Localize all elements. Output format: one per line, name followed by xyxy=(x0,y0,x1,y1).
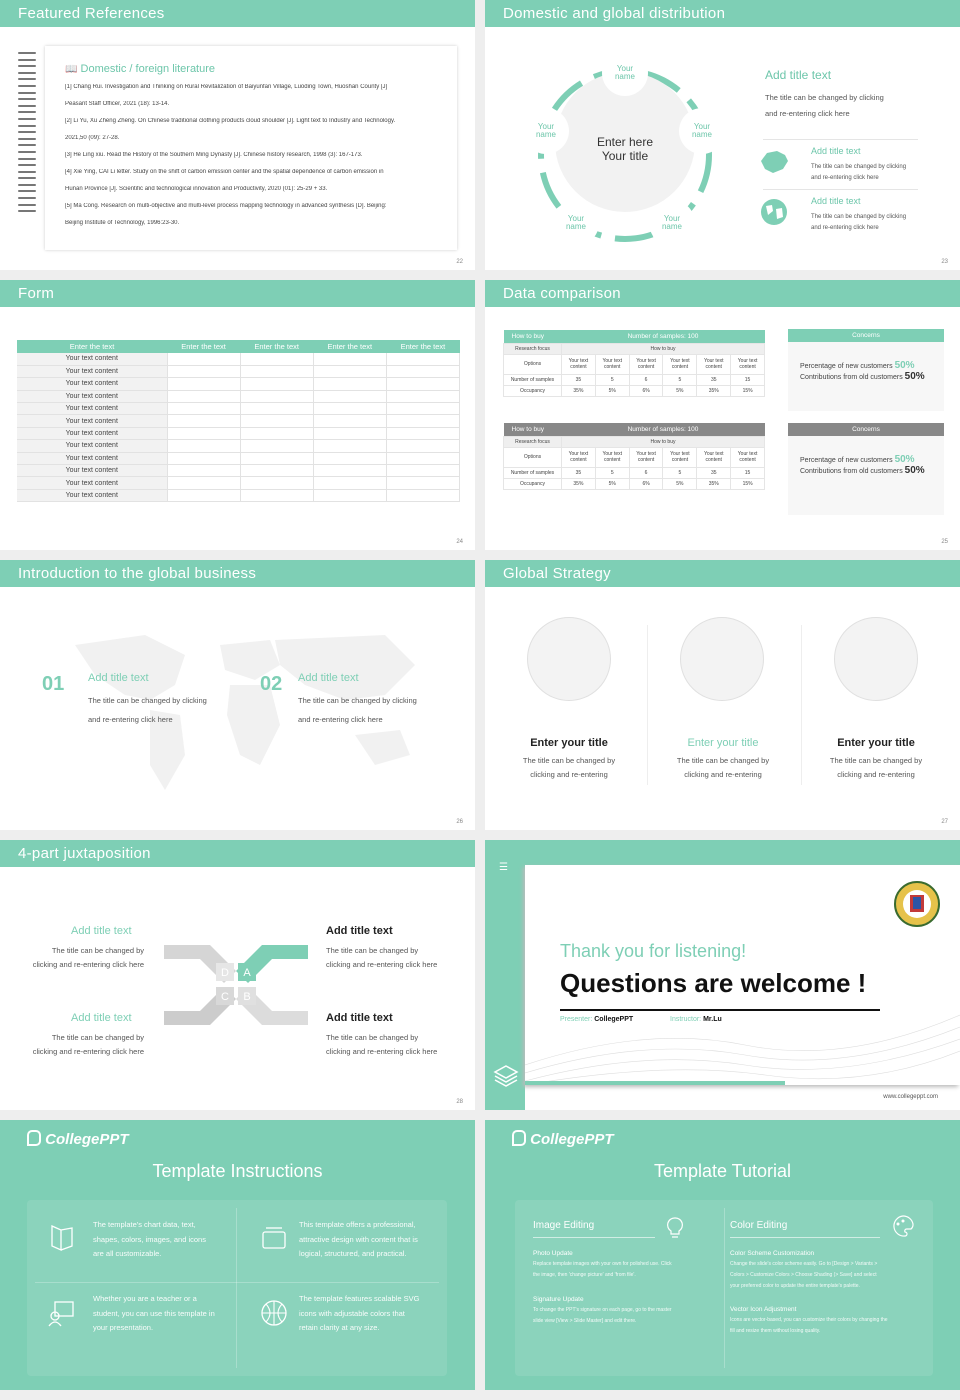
table-cell xyxy=(386,365,459,377)
reference-line: [2] Li Yu, Xu Zheng Zheng. On Chinese traditional clothing products cloud shoulder [J]. Light text to Industry and Technology. xyxy=(65,118,396,124)
table-cell: 6 xyxy=(629,374,663,385)
table-cell xyxy=(240,465,313,477)
table-cell: 5 xyxy=(663,374,697,385)
sub-title: Add title text xyxy=(811,196,861,206)
table-row xyxy=(504,330,765,343)
slide-global-strategy[interactable] xyxy=(485,560,960,830)
slide-title: 4-part juxtaposition xyxy=(18,845,151,862)
slide-header xyxy=(485,560,960,587)
table-row xyxy=(17,390,460,402)
slide-title: Featured References xyxy=(18,5,165,22)
body-text: The title can be changed by clicking and re-entering click here xyxy=(32,1033,144,1056)
row-label: Your text content xyxy=(17,415,167,427)
table-row xyxy=(17,477,460,489)
table-cell: 6 xyxy=(629,467,663,478)
table-cell: Your text content xyxy=(562,447,596,467)
table-cell xyxy=(240,477,313,489)
ring-node: Your name xyxy=(523,108,569,154)
table-cell: 6% xyxy=(629,478,663,489)
row-label: Your text content xyxy=(17,403,167,415)
divider xyxy=(647,625,648,785)
table-cell xyxy=(240,353,313,365)
quadrant-letter-a: A xyxy=(243,967,251,979)
table-cell xyxy=(167,465,240,477)
table-cell xyxy=(167,489,240,501)
column-header: Enter the text xyxy=(17,340,167,353)
table-cell: 15 xyxy=(731,374,765,385)
table-cell: Number of samples: 100 xyxy=(562,330,765,343)
table-cell xyxy=(386,415,459,427)
column-header: Enter the text xyxy=(386,340,459,353)
brand-logo: CollegePPT xyxy=(27,1130,129,1148)
table-cell: Your text content xyxy=(562,354,596,374)
instruction-text: Whether you are a teacher or a student, you can use this template in your presentation. xyxy=(93,1294,215,1332)
item-title: Enter your title xyxy=(687,737,759,749)
row-label: Your text content xyxy=(17,465,167,477)
page-number: 28 xyxy=(456,1099,463,1105)
slide-title: Form xyxy=(18,285,55,302)
website-url: www.collegeppt.com xyxy=(883,1094,938,1100)
table-cell xyxy=(313,415,386,427)
table-row xyxy=(17,489,460,501)
slide-title: Domestic and global distribution xyxy=(503,5,726,22)
tutorial-panel xyxy=(515,1200,933,1376)
item-number: 01 xyxy=(42,673,65,695)
table-cell xyxy=(167,378,240,390)
instruction-text: The template's chart data, text, shapes, colors, images, and icons are all customizable. xyxy=(93,1220,206,1258)
body-text: The title can be changed by clicking and re-entering click here xyxy=(32,946,144,969)
table-cell xyxy=(313,440,386,452)
reference-line: 2021,50 (09): 27-28. xyxy=(65,135,120,141)
slide-header xyxy=(0,0,475,27)
table-cell: How to buy xyxy=(562,343,765,354)
concerns-card: Concerns Percentage of new customers 50% Contributions from old customers 50% xyxy=(788,423,944,515)
sub-body: The title can be changed by clicking and re-entering click here xyxy=(811,214,907,231)
four-arrow-diagram xyxy=(160,943,312,1027)
table-cell xyxy=(313,465,386,477)
slide-header xyxy=(0,280,475,307)
table-cell xyxy=(386,403,459,415)
china-map-icon xyxy=(757,147,791,177)
slide-template-tutorial[interactable] xyxy=(485,1120,960,1390)
row-label: Your text content xyxy=(17,440,167,452)
table-cell xyxy=(240,403,313,415)
title-text: Add title text xyxy=(71,1012,132,1024)
table-cell xyxy=(167,365,240,377)
table-row xyxy=(504,478,765,489)
table-cell xyxy=(386,465,459,477)
table-cell xyxy=(167,403,240,415)
table-cell: Research focus xyxy=(504,343,562,354)
divider xyxy=(560,1009,880,1011)
table-cell xyxy=(240,390,313,402)
table-cell: How to buy xyxy=(504,423,562,436)
reference-line: Hunan Province [J]. Scientific and technological innovation and Productivity, 2020 (01): 25-29 + 33. xyxy=(65,186,328,192)
table-row xyxy=(17,440,460,452)
table-cell xyxy=(240,378,313,390)
table-cell xyxy=(313,489,386,501)
teacher-icon xyxy=(47,1298,77,1328)
divider xyxy=(801,625,802,785)
table-cell: Your text content xyxy=(595,354,629,374)
palette-icon xyxy=(889,1212,917,1240)
table-cell: Options xyxy=(504,447,562,467)
table-cell xyxy=(386,489,459,501)
book-icon: 📖 xyxy=(65,64,78,75)
sub-body: The title can be changed by clicking and re-entering click here xyxy=(811,164,907,181)
form-table xyxy=(17,340,460,502)
logo-icon xyxy=(512,1130,526,1146)
table-cell: 5% xyxy=(663,478,697,489)
slide-distribution[interactable] xyxy=(485,0,960,270)
item-body: The title can be changed by clicking and re-entering xyxy=(676,756,770,779)
page-title: Template Instructions xyxy=(152,1161,323,1181)
slide-title: Introduction to the global business xyxy=(18,565,257,582)
table-cell: 15 xyxy=(731,467,765,478)
table-row xyxy=(17,365,460,377)
table-cell xyxy=(386,477,459,489)
ring-node: Your name xyxy=(649,200,695,246)
side-bar xyxy=(485,840,525,1110)
table-cell: 35% xyxy=(697,385,731,396)
table-cell xyxy=(313,365,386,377)
table-cell: 15% xyxy=(731,478,765,489)
table-cell xyxy=(386,440,459,452)
table-cell: 6% xyxy=(629,385,663,396)
table-cell: 5 xyxy=(595,467,629,478)
table-header-row xyxy=(17,340,460,353)
table-cell: Number of samples: 100 xyxy=(562,423,765,436)
table-cell xyxy=(386,353,459,365)
table-cell: How to buy xyxy=(562,436,765,447)
slide-global-business[interactable] xyxy=(0,560,475,830)
table-cell: Research focus xyxy=(504,436,562,447)
photo-update-body: Replace template images with your own for polished use. Click the image, then 'change picture' and 'from file'. xyxy=(533,1261,672,1278)
table-cell: Options xyxy=(504,354,562,374)
globe-icon xyxy=(834,617,918,701)
row-label: Your text content xyxy=(17,390,167,402)
divider xyxy=(763,139,918,140)
references-heading: 📖 Domestic / foreign literature xyxy=(65,63,216,75)
row-label: Your text content xyxy=(17,378,167,390)
lightbulb-icon xyxy=(661,1212,689,1240)
slide-juxtaposition[interactable] xyxy=(0,840,475,1110)
table-row xyxy=(504,467,765,478)
basketball-icon xyxy=(259,1298,289,1328)
slide-thank-you[interactable] xyxy=(485,840,960,1110)
reference-line: [5] Ma Cong. Research on multi-objective and multi-level process mapping technology in advanced synthesis [D]. Beijing: xyxy=(65,203,387,209)
table-cell xyxy=(240,427,313,439)
row-label: Your text content xyxy=(17,452,167,464)
table-cell xyxy=(167,440,240,452)
item-number: 02 xyxy=(260,673,283,695)
table-cell xyxy=(167,415,240,427)
table-cell xyxy=(386,378,459,390)
slide-featured-references[interactable] xyxy=(0,0,475,270)
item-title: Enter your title xyxy=(530,737,608,749)
table-cell: 35 xyxy=(562,467,596,478)
table-cell: Your text content xyxy=(731,447,765,467)
table-cell xyxy=(240,489,313,501)
column-header: Enter the text xyxy=(240,340,313,353)
top-bar xyxy=(525,840,960,865)
table-row xyxy=(504,354,765,374)
quadrant-letter-d: D xyxy=(221,967,229,979)
table-row xyxy=(504,343,765,354)
table-cell: 35% xyxy=(697,478,731,489)
row-label: Your text content xyxy=(17,489,167,501)
slide-header xyxy=(0,560,475,587)
box-icon xyxy=(259,1222,289,1252)
table-cell: Your text content xyxy=(697,447,731,467)
table-cell: 5 xyxy=(663,467,697,478)
slide-data-comparison[interactable] xyxy=(485,280,960,550)
instruction-text: This template offers a professional, attractive design with content that is logical, structured, and practical. xyxy=(299,1220,418,1258)
quadrant-letter-c: C xyxy=(221,991,229,1003)
table-cell: 35% xyxy=(562,478,596,489)
reference-line: [4] Xie Ying, CAI Li letter. Study on the shift of carbon emission center and the spatial dependence of carbon emission in xyxy=(65,169,384,175)
table-cell: Occupancy xyxy=(504,385,562,396)
table-cell xyxy=(167,452,240,464)
globe-icon xyxy=(759,197,789,227)
column-header: Enter the text xyxy=(313,340,386,353)
page-number: 23 xyxy=(941,259,948,265)
ring-node: Your name xyxy=(553,200,599,246)
reference-line: [3] He Ling xiu. Read the History of the Southern Ming Dynasty [J]. Chinese history research, 1998 (3): 167-173. xyxy=(65,152,363,158)
table-cell xyxy=(167,427,240,439)
table-cell xyxy=(313,477,386,489)
university-seal-icon xyxy=(893,880,941,928)
table-row xyxy=(17,415,460,427)
menu-icon[interactable]: ☰ xyxy=(499,862,508,873)
quadrant-letter-b: B xyxy=(243,991,251,1003)
row-label: Your text content xyxy=(17,427,167,439)
logo-icon xyxy=(27,1130,41,1146)
table-cell: Your text content xyxy=(629,354,663,374)
row-label: Your text content xyxy=(17,365,167,377)
table-cell: 5 xyxy=(595,374,629,385)
table-cell: Your text content xyxy=(663,447,697,467)
ring-center-text: Enter here Your title xyxy=(596,135,654,163)
comparison-table xyxy=(503,330,765,397)
table-cell: 35% xyxy=(562,385,596,396)
table-cell xyxy=(313,403,386,415)
photo-update-heading: Photo Update xyxy=(533,1250,573,1257)
title-text: Add title text xyxy=(326,1012,393,1024)
table-cell: 5% xyxy=(595,385,629,396)
body-text: The title can be changed by clicking and re-entering click here xyxy=(298,696,417,724)
slide-template-instructions[interactable] xyxy=(0,1120,475,1390)
sub-title: Add title text xyxy=(811,146,861,156)
body-text: The title can be changed by clicking and re-entering click here xyxy=(326,1033,438,1056)
page-number: 24 xyxy=(456,539,463,545)
table-cell: 5% xyxy=(663,385,697,396)
spiral-binding xyxy=(18,52,38,217)
title-text: Add title text xyxy=(298,672,359,684)
reference-line: Beijing Institute of Technology, 1996:23-30. xyxy=(65,220,180,226)
globe-icon xyxy=(680,617,764,701)
table-cell: 35 xyxy=(697,374,731,385)
table-row xyxy=(17,452,460,464)
slide-form[interactable] xyxy=(0,280,475,550)
table-cell xyxy=(386,390,459,402)
table-cell: 15% xyxy=(731,385,765,396)
notebook-page xyxy=(45,46,457,250)
table-row xyxy=(504,385,765,396)
page-number: 25 xyxy=(941,539,948,545)
table-row xyxy=(504,447,765,467)
table-row xyxy=(504,374,765,385)
table-cell: 35 xyxy=(562,374,596,385)
table-row xyxy=(17,427,460,439)
table-cell: Your text content xyxy=(663,354,697,374)
layers-icon xyxy=(493,1062,519,1088)
table-cell xyxy=(313,427,386,439)
color-scheme-heading: Color Scheme Customization xyxy=(730,1250,815,1257)
thank-you-card xyxy=(525,865,960,1085)
mesh-background xyxy=(525,985,960,1085)
page-number: 22 xyxy=(456,259,463,265)
vector-icon-body: Icons are vector-based, you can customize their colors by changing the fill and resize them without losing quality. xyxy=(730,1317,888,1334)
table-cell xyxy=(313,378,386,390)
thanks-text: Thank you for listening! xyxy=(560,941,747,961)
table-cell: Number of samples xyxy=(504,374,562,385)
item-title: Enter your title xyxy=(837,737,915,749)
slide-header xyxy=(485,0,960,27)
color-scheme-body: Change the slide's color scheme easily. Go to [Design > Variants > Colors > Customize Colors > Choose Shading (> Save] and select your preferred color to update the entire template's palette. xyxy=(730,1261,878,1289)
table-cell: Occupancy xyxy=(504,478,562,489)
concerns-header: Concerns xyxy=(788,329,944,342)
vector-icon-heading: Vector Icon Adjustment xyxy=(730,1306,797,1313)
table-cell: Your text content xyxy=(595,447,629,467)
page-number: 27 xyxy=(941,819,948,825)
color-editing-heading: Color Editing xyxy=(730,1220,788,1231)
reference-list xyxy=(65,84,450,237)
body-text: The title can be changed by clicking and re-entering click here xyxy=(765,93,884,118)
column-header: Enter the text xyxy=(167,340,240,353)
table-row xyxy=(17,403,460,415)
title-text: Add title text xyxy=(71,925,132,937)
ring-node: Your name xyxy=(679,108,725,154)
table-cell xyxy=(313,353,386,365)
concerns-header: Concerns xyxy=(788,423,944,436)
row-label: Your text content xyxy=(17,353,167,365)
image-editing-heading: Image Editing xyxy=(533,1220,595,1231)
item-body: The title can be changed by clicking and re-entering xyxy=(829,756,923,779)
table-cell xyxy=(240,440,313,452)
body-text: The title can be changed by clicking and re-entering click here xyxy=(88,696,207,724)
table-cell xyxy=(240,415,313,427)
comparison-table xyxy=(503,423,765,490)
table-cell xyxy=(167,390,240,402)
body-text: The title can be changed by clicking and re-entering click here xyxy=(326,946,438,969)
accent-bar xyxy=(525,1081,785,1085)
table-cell xyxy=(240,365,313,377)
table-cell xyxy=(386,452,459,464)
instructions-panel xyxy=(27,1200,447,1376)
slide-header xyxy=(0,840,475,867)
table-cell: Your text content xyxy=(629,447,663,467)
presenter-line: Presenter: CollegePPT xyxy=(560,1016,634,1023)
slide-title: Global Strategy xyxy=(503,565,611,582)
table-row xyxy=(504,423,765,436)
concerns-card: Concerns Percentage of new customers 50% Contributions from old customers 50% xyxy=(788,329,944,411)
row-label: Your text content xyxy=(17,477,167,489)
table-cell: 5% xyxy=(595,478,629,489)
title-text: Add title text xyxy=(765,68,832,82)
table-row xyxy=(17,465,460,477)
table-row xyxy=(17,378,460,390)
page-number: 26 xyxy=(456,819,463,825)
table-cell xyxy=(313,390,386,402)
table-cell: 35 xyxy=(697,467,731,478)
table-cell xyxy=(167,353,240,365)
title-text: Add title text xyxy=(326,925,393,937)
book-pages-icon xyxy=(47,1222,77,1252)
table-cell: Your text content xyxy=(697,354,731,374)
questions-heading: Questions are welcome ! xyxy=(560,968,867,998)
item-body: The title can be changed by clicking and re-entering xyxy=(522,756,616,779)
instruction-text: The template features scalable SVG icons with adjustable colors that retain clarity at any size. xyxy=(299,1294,420,1332)
signature-update-body: To change the PPT's signature on each page, go to the master slide view [View > Slide Master] and edit there. xyxy=(533,1307,672,1324)
table-cell xyxy=(240,452,313,464)
reference-line: Peasant Staff Officer, 2021 (18): 13-14. xyxy=(65,101,170,107)
slide-header xyxy=(485,280,960,307)
table-cell: Number of samples xyxy=(504,467,562,478)
signature-update-heading: Signature Update xyxy=(533,1296,584,1303)
slide-title: Data comparison xyxy=(503,285,621,302)
title-text: Add title text xyxy=(88,672,149,684)
table-cell xyxy=(167,477,240,489)
table-cell xyxy=(313,452,386,464)
divider xyxy=(763,189,918,190)
reference-line: [1] Chang Rui. Investigation and Thinking on Rural Revitalization of Baiyunfan Village, Luoding Town, Huoshan County [J] xyxy=(65,84,388,90)
instructor-line: Instructor: Mr.Lu xyxy=(670,1016,722,1023)
table-cell xyxy=(386,427,459,439)
table-cell: How to buy xyxy=(504,330,562,343)
ring-node: Your name xyxy=(602,50,648,96)
brand-logo: CollegePPT xyxy=(512,1130,614,1148)
page-title: Template Tutorial xyxy=(653,1161,792,1181)
table-row xyxy=(504,436,765,447)
table-cell: Your text content xyxy=(731,354,765,374)
table-row xyxy=(17,353,460,365)
globe-icon xyxy=(527,617,611,701)
